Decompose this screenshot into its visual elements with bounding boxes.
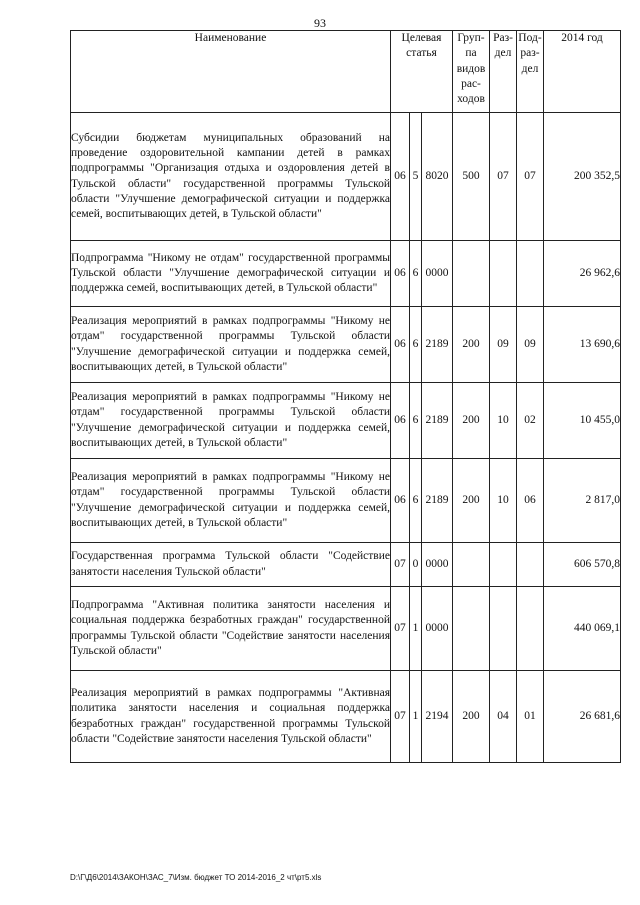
row-amount: 606 570,8: [544, 543, 621, 587]
row-subsection: 07: [517, 113, 544, 241]
row-amount: 440 069,1: [544, 587, 621, 671]
header-year: 2014 год: [544, 31, 621, 113]
row-expense-group: [453, 587, 490, 671]
footer-file-path: D:\Г\Д6\2014\ЗАКОН\ЗАС_7\Изм. бюджет ТО 2014-2016_2 чт\рт5.xls: [70, 873, 322, 882]
row-subsection: 01: [517, 671, 544, 763]
row-target-program: 06: [391, 241, 410, 307]
table-row: [71, 113, 621, 241]
header-section: Раз-дел: [490, 31, 517, 113]
table-row: [71, 671, 621, 763]
budget-table: [70, 30, 621, 763]
row-name: Государственная программа Тульской области "Содействие занятости населения Тульской области": [71, 543, 391, 587]
row-amount: 10 455,0: [544, 383, 621, 459]
row-target-program: 06: [391, 113, 410, 241]
row-name: Подпрограмма "Активная политика занятости населения и социальная поддержка безработных граждан" государственной программы Тульской области "Содействие занятости населения Тульской области": [71, 587, 391, 671]
row-target-program: 07: [391, 543, 410, 587]
row-subsection: [517, 543, 544, 587]
row-section: 10: [490, 459, 517, 543]
table-row: [71, 587, 621, 671]
row-amount: 26 681,6: [544, 671, 621, 763]
row-target-direction: 0000: [422, 241, 453, 307]
row-name: Реализация мероприятий в рамках подпрограммы "Никому не отдам" государственной программы Тульской области "Улучшение демографической ситуации и поддержка семей, воспитывающих детей, в Тульской области": [71, 459, 391, 543]
row-amount: 13 690,6: [544, 307, 621, 383]
table-row: [71, 383, 621, 459]
row-target-direction: 0000: [422, 543, 453, 587]
row-section: [490, 241, 517, 307]
row-expense-group: 200: [453, 459, 490, 543]
row-target-subprogram: 6: [410, 241, 422, 307]
row-target-direction: 2189: [422, 383, 453, 459]
row-section: [490, 543, 517, 587]
row-expense-group: 200: [453, 671, 490, 763]
row-subsection: 02: [517, 383, 544, 459]
row-subsection: 06: [517, 459, 544, 543]
row-name: Субсидии бюджетам муниципальных образований на проведение оздоровительной кампании детей в рамках подпрограммы "Организация отдыха и оздоровления детей в Тульской области" государственной программы Тульской области "Улучшение демографической ситуации и поддержка семей, воспитывающих детей, в Тульской области": [71, 113, 391, 241]
table-header-row: [71, 31, 621, 113]
row-expense-group: 200: [453, 307, 490, 383]
table-row: [71, 459, 621, 543]
table-row: [71, 241, 621, 307]
row-target-direction: 0000: [422, 587, 453, 671]
row-target-program: 06: [391, 307, 410, 383]
row-target-subprogram: 5: [410, 113, 422, 241]
row-amount: 26 962,6: [544, 241, 621, 307]
header-subsection: Под-раз-дел: [517, 31, 544, 113]
row-target-program: 07: [391, 587, 410, 671]
row-target-program: 06: [391, 383, 410, 459]
row-target-direction: 2189: [422, 459, 453, 543]
row-target-subprogram: 6: [410, 307, 422, 383]
row-target-direction: 8020: [422, 113, 453, 241]
table-row: [71, 543, 621, 587]
row-subsection: [517, 587, 544, 671]
row-expense-group: [453, 543, 490, 587]
row-name: Реализация мероприятий в рамках подпрограммы "Активная политика занятости населения и социальная поддержка безработных граждан" государственной программы Тульской области "Содействие занятости населения Тульской области": [71, 671, 391, 763]
row-target-subprogram: 1: [410, 671, 422, 763]
row-section: [490, 587, 517, 671]
header-expense-group: Груп-па видов рас-ходов: [453, 31, 490, 113]
row-subsection: [517, 241, 544, 307]
row-amount: 200 352,5: [544, 113, 621, 241]
header-name: Наименование: [71, 31, 391, 113]
row-name: Реализация мероприятий в рамках подпрограммы "Никому не отдам" государственной программы Тульской области "Улучшение демографической ситуации и поддержка семей, воспитывающих детей, в Тульской области": [71, 383, 391, 459]
row-target-direction: 2189: [422, 307, 453, 383]
row-name: Подпрограмма "Никому не отдам" государственной программы Тульской области "Улучшение демографической ситуации и поддержка семей, воспитывающих детей, в Тульской области": [71, 241, 391, 307]
row-name: Реализация мероприятий в рамках подпрограммы "Никому не отдам" государственной программы Тульской области "Улучшение демографической ситуации и поддержка семей, воспитывающих детей, в Тульской области": [71, 307, 391, 383]
row-target-subprogram: 1: [410, 587, 422, 671]
table-row: [71, 307, 621, 383]
row-subsection: 09: [517, 307, 544, 383]
row-target-program: 07: [391, 671, 410, 763]
row-target-direction: 2194: [422, 671, 453, 763]
row-expense-group: 200: [453, 383, 490, 459]
row-expense-group: [453, 241, 490, 307]
row-target-subprogram: 0: [410, 543, 422, 587]
row-section: 10: [490, 383, 517, 459]
row-section: 07: [490, 113, 517, 241]
row-amount: 2 817,0: [544, 459, 621, 543]
row-target-program: 06: [391, 459, 410, 543]
row-expense-group: 500: [453, 113, 490, 241]
row-section: 04: [490, 671, 517, 763]
row-target-subprogram: 6: [410, 459, 422, 543]
row-section: 09: [490, 307, 517, 383]
page-number: 93: [314, 16, 326, 30]
header-target-article: Целевая статья: [391, 31, 453, 113]
row-target-subprogram: 6: [410, 383, 422, 459]
